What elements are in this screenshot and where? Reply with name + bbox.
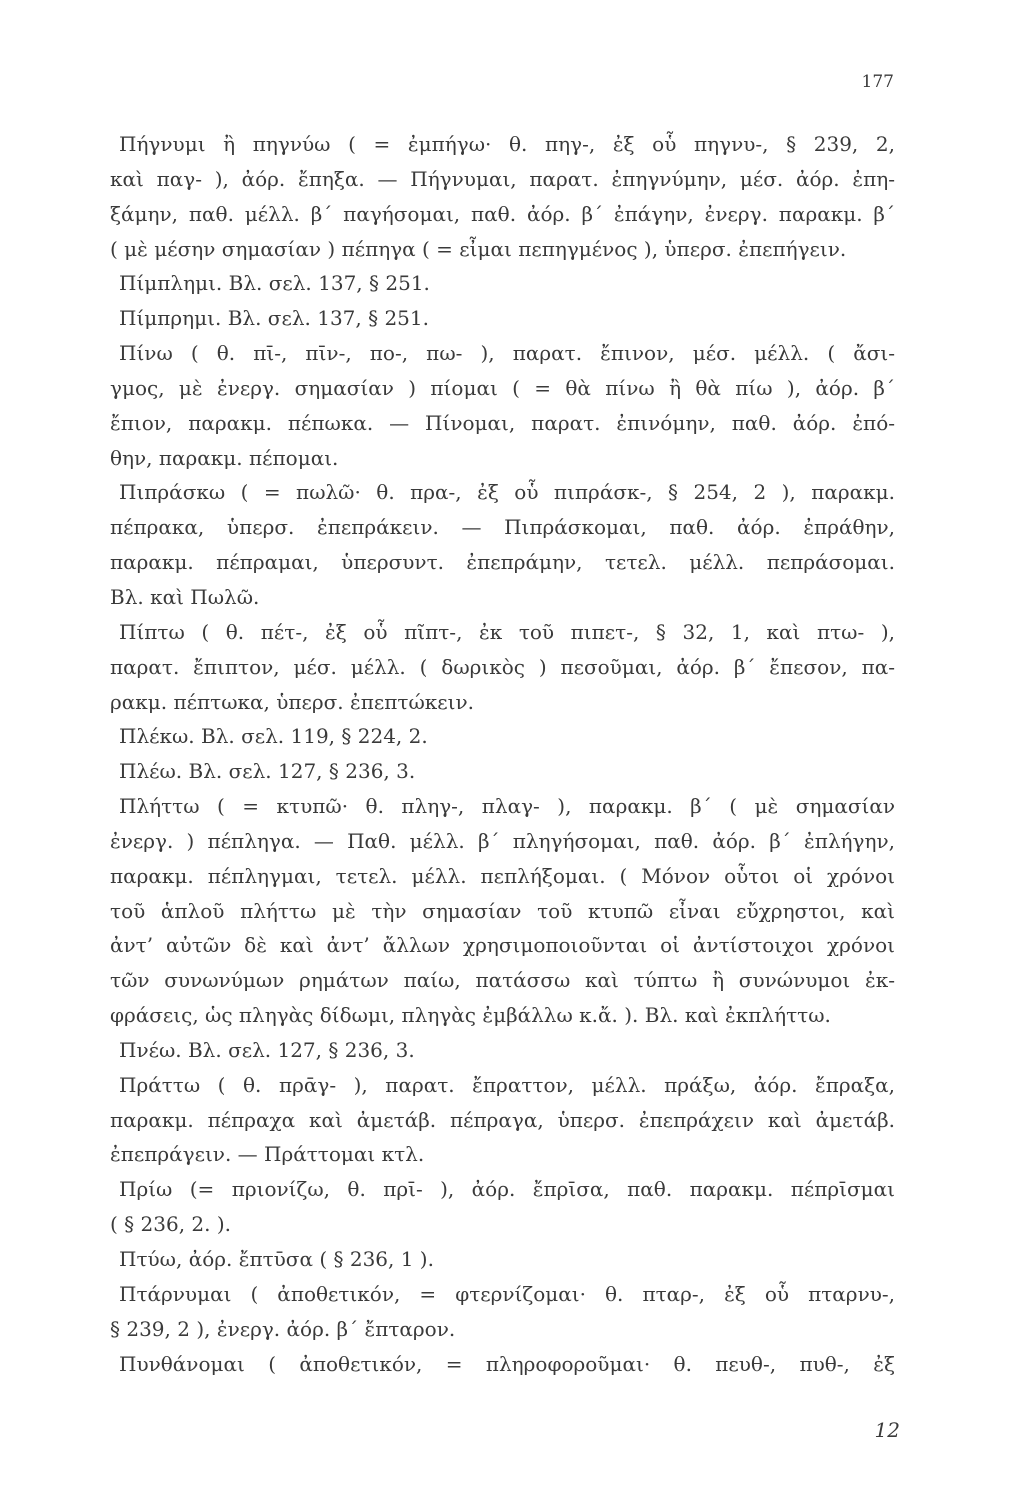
text-line: παρατ. ἔπιπτον, μέσ. μέλλ. ( δωρικὸς ) πεσοῦμαι, ἀόρ. β΄ ἔπεσον, πα- (110, 654, 895, 679)
text-line: Βλ. καὶ Πωλῶ. (110, 584, 260, 609)
text-line: Πυνθάνομαι ( ἀποθετικόν, = πληροφοροῦμαι· θ. πευθ-, πυθ-, ἐξ (119, 1351, 895, 1376)
text-line: Πίμπρημι. Βλ. σελ. 137, § 251. (119, 306, 429, 331)
text-line: φράσεις, ὡς πληγὰς δίδωμι, πληγὰς ἐμβάλλω κ.ἄ. ). Βλ. καὶ ἐκπλήττω. (110, 1003, 831, 1028)
text-line: Πτύω, ἀόρ. ἔπτῡσα ( § 236, 1 ). (119, 1247, 434, 1271)
text-line: Πλέκω. Βλ. σελ. 119, § 224, 2. (119, 724, 428, 749)
text-line: τοῦ ἁπλοῦ πλήττω μὲ τὴν σημασίαν τοῦ κτυπῶ εἶναι εὔχρηστοι, καὶ (110, 898, 895, 923)
text-line: παρακμ. πέπραχα καὶ ἀμετάβ. πέπραγα, ὑπερσ. ἐπεπράχειν καὶ ἀμετάβ. (110, 1107, 895, 1132)
text-line: πέπρακα, ὑπερσ. ἐπεπράκειν. — Πιπράσκομαι, παθ. ἀόρ. ἐπράθην, (110, 515, 895, 540)
text-line: ἐπεπράγειν. — Πράττομαι κτλ. (110, 1142, 425, 1167)
text-line: θην, παρακμ. πέπομαι. (110, 445, 339, 470)
text-line: Πίπτω ( θ. πέτ-, ἐξ οὗ πῖπτ-, ἐκ τοῦ πιπετ-, § 32, 1, καὶ πτω- ), (119, 619, 895, 644)
text-line: γμος, μὲ ἐνεργ. σημασίαν ) πίομαι ( = θὰ πίνω ἢ θὰ πίω ), ἀόρ. β΄ (110, 375, 895, 400)
text-line: Πίνω ( θ. πῑ-, πῑν-, πο-, πω- ), παρατ. ἔπινον, μέσ. μέλλ. ( ἄσι- (119, 341, 895, 366)
text-line: παρακμ. πέπληγμαι, τετελ. μέλλ. πεπλήξομαι. ( Μόνον οὗτοι οἱ χρόνοι (110, 863, 895, 888)
text-line: ἀντ’ αὐτῶν δὲ καὶ ἀντ’ ἄλλων χρησιμοποιοῦνται οἱ ἀντίστοιχοι χρόνοι (110, 933, 895, 958)
text-line: ρακμ. πέπτωκα, ὑπερσ. ἐπεπτώκειν. (110, 689, 474, 714)
text-line: Πήγνυμι ἢ πηγνύω ( = ἐμπήγω· θ. πηγ-, ἐξ οὗ πηγνυ-, § 239, 2, (119, 132, 895, 156)
text-line: ( μὲ μέσην σημασίαν ) πέπηγα ( = εἶμαι πεπηγμένος ), ὑπερσ. ἐπεπήγειν. (110, 236, 847, 261)
text-line: καὶ παγ- ), ἀόρ. ἔπηξα. — Πήγνυμαι, παρατ. ἐπηγνύμην, μέσ. ἀόρ. ἐπη- (110, 166, 895, 191)
text-line: ἐνεργ. ) πέπληγα. — Παθ. μέλλ. β΄ πληγήσομαι, παθ. ἀόρ. β΄ ἐπλήγην, (110, 828, 895, 853)
text-line: Πτάρνυμαι ( ἀποθετικόν, = φτερνίζομαι· θ. πταρ-, ἐξ οὗ πταρνυ-, (119, 1281, 895, 1306)
text-line: Πλήττω ( = κτυπῶ· θ. πληγ-, πλαγ- ), παρακμ. β΄ ( μὲ σημασίαν (119, 794, 895, 819)
text-line: Πρίω (= πριονίζω, θ. πρῑ- ), ἀόρ. ἔπρῑσα, παθ. παρακμ. πέπρῑσμαι (119, 1177, 895, 1202)
text-line: Πλέω. Βλ. σελ. 127, § 236, 3. (119, 759, 416, 784)
text-line: ἔπιον, παρακμ. πέπωκα. — Πίνομαι, παρατ. ἐπινόμην, παθ. ἀόρ. ἐπό- (110, 410, 895, 435)
text-line: ξάμην, παθ. μέλλ. β΄ παγήσομαι, παθ. ἀόρ. β΄ ἐπάγην, ἐνεργ. παρακμ. β΄ (110, 201, 895, 226)
dictionary-entries (110, 127, 895, 1381)
text-line: ( § 236, 2. ). (110, 1212, 232, 1237)
text-line: παρακμ. πέπραμαι, ὑπερσυντ. ἐπεπράμην, τετελ. μέλλ. πεπράσομαι. (110, 550, 895, 575)
text-line: Πιπράσκω ( = πωλῶ· θ. πρα-, ἐξ οὗ πιπράσκ-, § 254, 2 ), παρακμ. (119, 480, 895, 505)
text-line: § 239, 2 ), ἐνεργ. ἀόρ. β΄ ἔπταρον. (110, 1316, 456, 1341)
text-line: Πίμπλημι. Βλ. σελ. 137, § 251. (119, 271, 430, 296)
page-number: 177 (861, 72, 894, 92)
text-line: Πνέω. Βλ. σελ. 127, § 236, 3. (119, 1037, 415, 1062)
text-line: τῶν συνωνύμων ρημάτων παίω, πατάσσω καὶ τύπτω ἢ συνώνυμοι ἐκ- (110, 968, 895, 993)
printer-signature: 12 (874, 1418, 900, 1442)
text-line: Πράττω ( θ. πρᾱγ- ), παρατ. ἔπραττον, μέλλ. πράξω, ἀόρ. ἔπραξα, (119, 1072, 895, 1097)
